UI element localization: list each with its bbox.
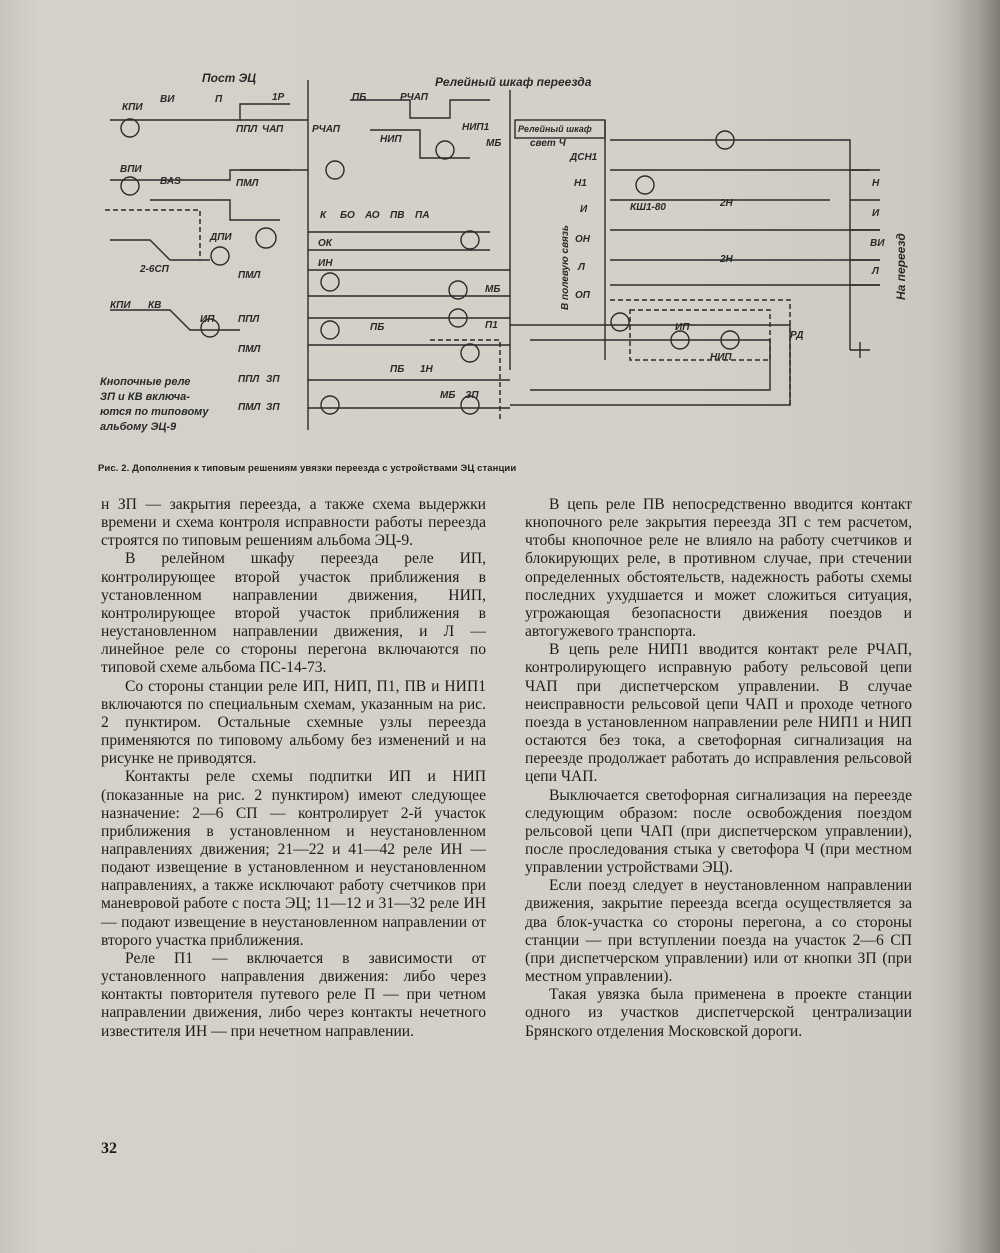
right-paragraph-3: Выключается светофорная сигнализация на переезде следующим образом: после освобождения поездом рельсовой цепи ЧАП (при диспетчерском управлении), после проследования стыка у светофора Ч (при местном управлении устройствами ЭЦ).	[525, 786, 912, 877]
label-nip: НИП	[380, 134, 402, 145]
label-mb-2: МБ	[440, 390, 456, 401]
label-n1: Н1	[574, 178, 587, 189]
label-nip-2: НИП	[710, 352, 732, 363]
diagram-note-4: альбому ЭЦ-9	[100, 421, 177, 433]
box-label-2: свет Ч	[530, 138, 566, 149]
label-vas: ВАS	[160, 176, 181, 187]
label-ppl-3: ППЛ	[238, 374, 260, 385]
label-pml-4: ПМЛ	[238, 402, 261, 413]
label-kpi-2: КПИ	[110, 300, 131, 311]
label-ok: ОК	[318, 238, 332, 249]
label-l: Л	[578, 262, 585, 273]
label-l-out: Л	[872, 266, 879, 277]
label-rchap: РЧАП	[312, 124, 340, 135]
label-kv: КВ	[148, 300, 162, 311]
label-zp-2: ЗП	[266, 402, 280, 413]
label-dsn1: ДСН1	[570, 152, 598, 163]
box-label-1: Релейный шкаф	[518, 124, 592, 134]
diagram-note-3: ются по типовому	[100, 406, 209, 418]
label-vi-out: ВИ	[870, 238, 885, 249]
left-paragraph-5: Реле П1 — включается в зависимости от установленного направления движения: либо через контакты повторителя путевого реле П — при четном направлении движения, либо через контакты нечетного известителя ИН — при нечетном направлении.	[101, 949, 486, 1040]
label-i-out: И	[872, 208, 880, 219]
label-mb: МБ	[486, 138, 502, 149]
label-pml-2: ПМЛ	[238, 270, 261, 281]
label-mb-3: МБ	[485, 284, 501, 295]
figure-caption: Рис. 2. Дополнения к типовым решениям увязки переезда с устройствами ЭЦ станции	[98, 463, 517, 474]
label-ppl: ППЛ	[236, 124, 258, 135]
label-pb-2: ПБ	[370, 322, 385, 333]
label-zp: ЗП	[266, 374, 280, 385]
diagram-header-right: Релейный шкаф переезда	[435, 75, 592, 89]
left-paragraph-2: В релейном шкафу переезда реле ИП, контролирующее второй участок приближения в установленном направлении движения, НИП, контролирующее второй участок приближения в неустановленном направлении движения, и Л — линейное реле со стороны перегона включаются по типовой схеме альбома ПС-14-73.	[101, 550, 486, 677]
label-rchap-2: РЧАП	[400, 92, 428, 103]
label-ppl-2: ППЛ	[238, 314, 260, 325]
label-chap: ЧАП	[262, 124, 284, 135]
right-paragraph-5: Такая увязка была применена в проекте станции одного из участков диспетчерской централизации Брянского отделения Московской дороги.	[525, 986, 912, 1040]
label-p: П	[215, 94, 223, 105]
label-pa: ПА	[415, 210, 430, 221]
left-paragraph-4: Контакты реле схемы подпитки ИП и НИП (показанные на рис. 2 пунктиром) имеют следующее назначение: 2—6 СП — контролирует 2-й участок приближения в установленном и неустановленном направлениях движения; 21—22 и 41—42 реле ИН — подают извещение в установленном и неустановленном направлениях, а также исключают работу счетчиков при маневровой работе с поста ЭЦ; 11—12 и 31—32 реле ИН — подают извещение в неустановленном направлении от второго участка приближения.	[101, 768, 486, 949]
label-pml-3: ПМЛ	[238, 344, 261, 355]
label-op: ОП	[575, 290, 590, 301]
label-1n: 1Н	[420, 364, 433, 375]
label-k: К	[320, 210, 327, 221]
label-ao: АО	[365, 210, 380, 221]
label-n-out: Н	[872, 178, 880, 189]
side-label-na-pereezd: На переезд	[894, 233, 908, 300]
label-2-6sp: 2-6СП	[140, 264, 169, 275]
label-zp-3: ЗП	[465, 390, 479, 401]
label-ksh1-80: КШ1-80	[630, 202, 666, 213]
right-paragraph-4: Если поезд следует в неустановленном направлении движения, закрытие переезда всегда осуществляется за два блок-участка со стороны перегона, а со стороны станции — при вступлении поезда на участок 2—6 СП (при диспетчерском управлении) или от кнопки ЗП (при местном управлении).	[525, 877, 912, 986]
label-pb-3: ПБ	[390, 364, 405, 375]
label-2n: 2Н	[720, 198, 733, 209]
label-pb: ПБ	[352, 92, 367, 103]
page-binding-shadow	[958, 0, 1000, 1253]
left-paragraph-3: Со стороны станции реле ИП, НИП, П1, ПВ и НИП1 включаются по специальным схемам, указанным на рис. 2 пунктиром. Остальные схемные узлы переезда применяются по типовому альбому без изменений и на рисунке не приводятся.	[101, 677, 486, 768]
label-dpi: ДПИ	[210, 232, 232, 243]
label-kpi: КПИ	[122, 102, 143, 113]
diagram-header-left: Пост ЭЦ	[202, 71, 257, 85]
right-column	[525, 496, 912, 1041]
diagram-note-1: Кнопочные реле	[100, 376, 191, 388]
left-paragraph-1: н ЗП — закрытия переезда, а также схема выдержки времени и схема контроля исправности работы переезда строятся по типовым решениям альбома ЭЦ-9.	[101, 496, 486, 550]
label-rd: РД	[790, 330, 804, 341]
label-in: ИН	[318, 258, 333, 269]
right-paragraph-2: В цепь реле НИП1 вводится контакт реле РЧАП, контролирующего исправную работу рельсовой цепи ЧАП при диспетчерском управлении. В случае неисправности рельсовой цепи ЧАП и проходе четного поезда в установленном направлении реле НИП1 и НИП остаются без тока, а светофорная сигнализация на переезде продолжает работать до исправления рельсовой цепи ЧАП.	[525, 641, 912, 786]
diagram-note-2: ЗП и КВ включа-	[100, 391, 190, 403]
label-pml: ПМЛ	[236, 178, 259, 189]
label-p1: П1	[485, 320, 498, 331]
label-ip-2: ИП	[675, 322, 690, 333]
label-pv: ПВ	[390, 210, 405, 221]
right-paragraph-1: В цепь реле ПВ непосредственно вводится контакт кнопочного реле закрытия переезда ЗП с тем расчетом, чтобы кнопочное реле не влияло на работу счетчиков и блокирующих реле, в противном случае, при стечении определенных обстоятельств, надежность работы схемы последних ухудшается и может сложиться ситуация, угрожающая безопасности движения поездов и автогужевого транспорта.	[525, 496, 912, 641]
label-1r: 1Р	[272, 92, 285, 103]
label-i: И	[580, 204, 588, 215]
label-vpi: ВПИ	[120, 164, 142, 175]
label-on: ОН	[575, 234, 590, 245]
label-bo: БО	[340, 210, 355, 221]
label-vi: ВИ	[160, 94, 175, 105]
vertical-label-polevaya: В полевую связь	[560, 225, 571, 310]
label-2n-2: 2Н	[720, 254, 733, 265]
label-ip: ИП	[200, 314, 215, 325]
left-column	[101, 496, 486, 1041]
label-nip1: НИП1	[462, 122, 490, 133]
page-number: 32	[101, 1140, 117, 1157]
relay-circuit-diagram	[90, 60, 950, 460]
